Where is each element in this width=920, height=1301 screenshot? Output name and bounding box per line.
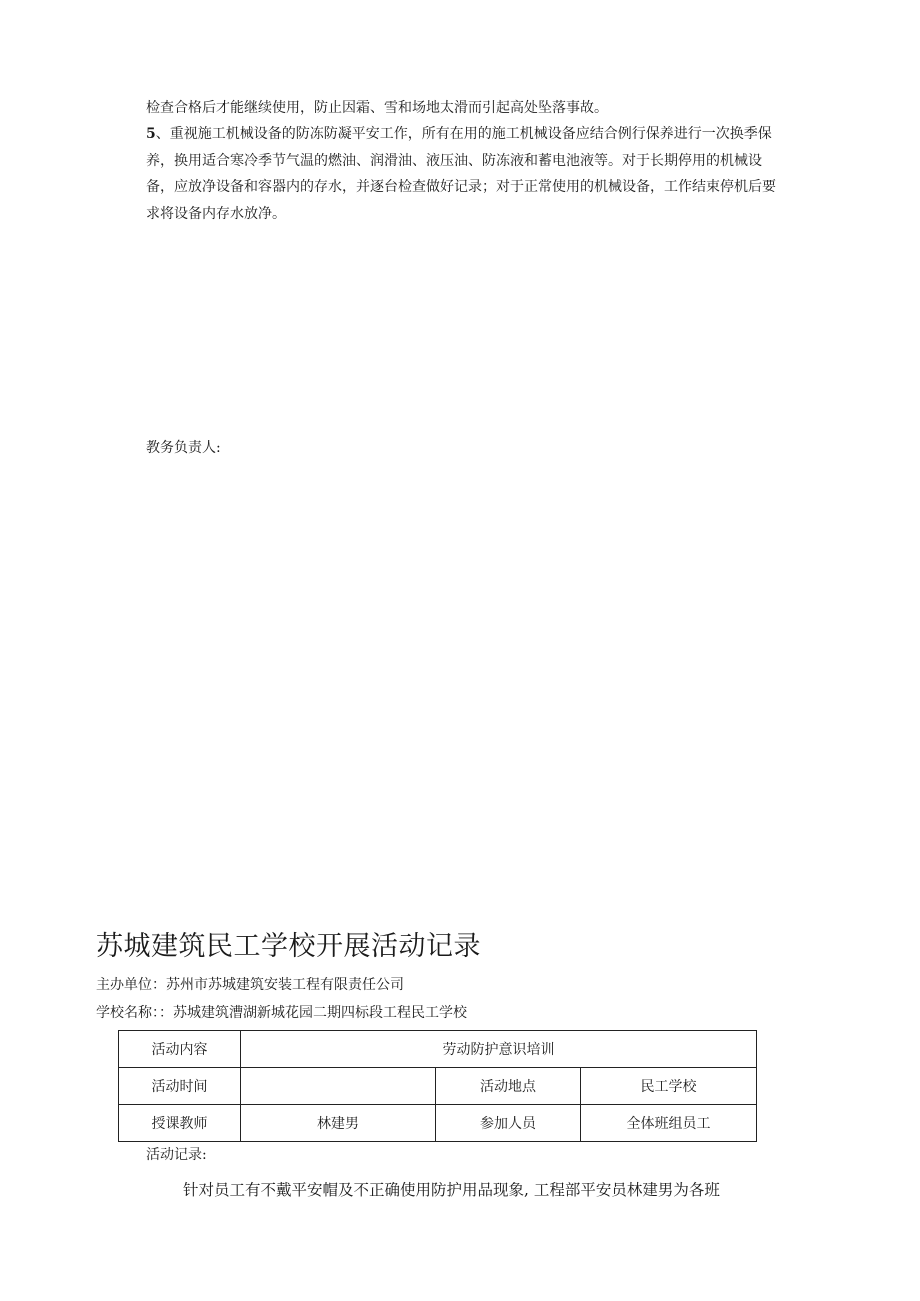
dean-signature-label: 教务负责人:	[146, 440, 221, 456]
activity-time-label: 活动时间	[119, 1068, 241, 1105]
item-number: 5	[146, 126, 156, 142]
activity-record-body: 针对员工有不戴平安帽及不正确使用防护用品现象, 工程部平安员林建男为各班	[183, 1181, 720, 1199]
participants-label: 参加人员	[436, 1105, 581, 1142]
activity-place-value: 民工学校	[581, 1068, 757, 1105]
table-row	[119, 1068, 757, 1105]
activity-place-label: 活动地点	[436, 1068, 581, 1105]
activity-content-value: 劳动防护意识培训	[241, 1031, 757, 1068]
participants-value: 全体班组员工	[581, 1105, 757, 1142]
school-name: 学校名称：：苏城建筑漕湖新城花园二期四标段工程民工学校	[96, 1005, 467, 1021]
activity-record-label: 活动记录:	[146, 1147, 207, 1163]
paragraph-continued: 检查合格后才能继续使用，防止因霜、雪和场地太滑而引起高处坠落事故。	[146, 100, 608, 116]
document-title: 苏城建筑民工学校开展活动记录	[96, 931, 481, 962]
table-row	[119, 1105, 757, 1142]
activity-content-label: 活动内容	[119, 1031, 241, 1068]
paragraph-item-5	[146, 121, 786, 227]
activity-table	[118, 1030, 757, 1142]
item-5-text: 、重视施工机械设备的防冻防凝平安工作，所有在用的施工机械设备应结合例行保养进行一次换季保养，换用适合寒冷季节气温的燃油、润滑油、液压油、防冻液和蓄电池液等。对于长期停用的机械设备，应放净设备和容器内的存水，并逐台检查做好记录；对于正常使用的机械设备，工作结束停机后要求将设备内存水放净。	[146, 126, 776, 222]
activity-time-value	[241, 1068, 436, 1105]
host-organization: 主办单位：苏州市苏城建筑安装工程有限责任公司	[96, 977, 404, 993]
teacher-label: 授课教师	[119, 1105, 241, 1142]
teacher-value: 林建男	[241, 1105, 436, 1142]
table-row	[119, 1031, 757, 1068]
